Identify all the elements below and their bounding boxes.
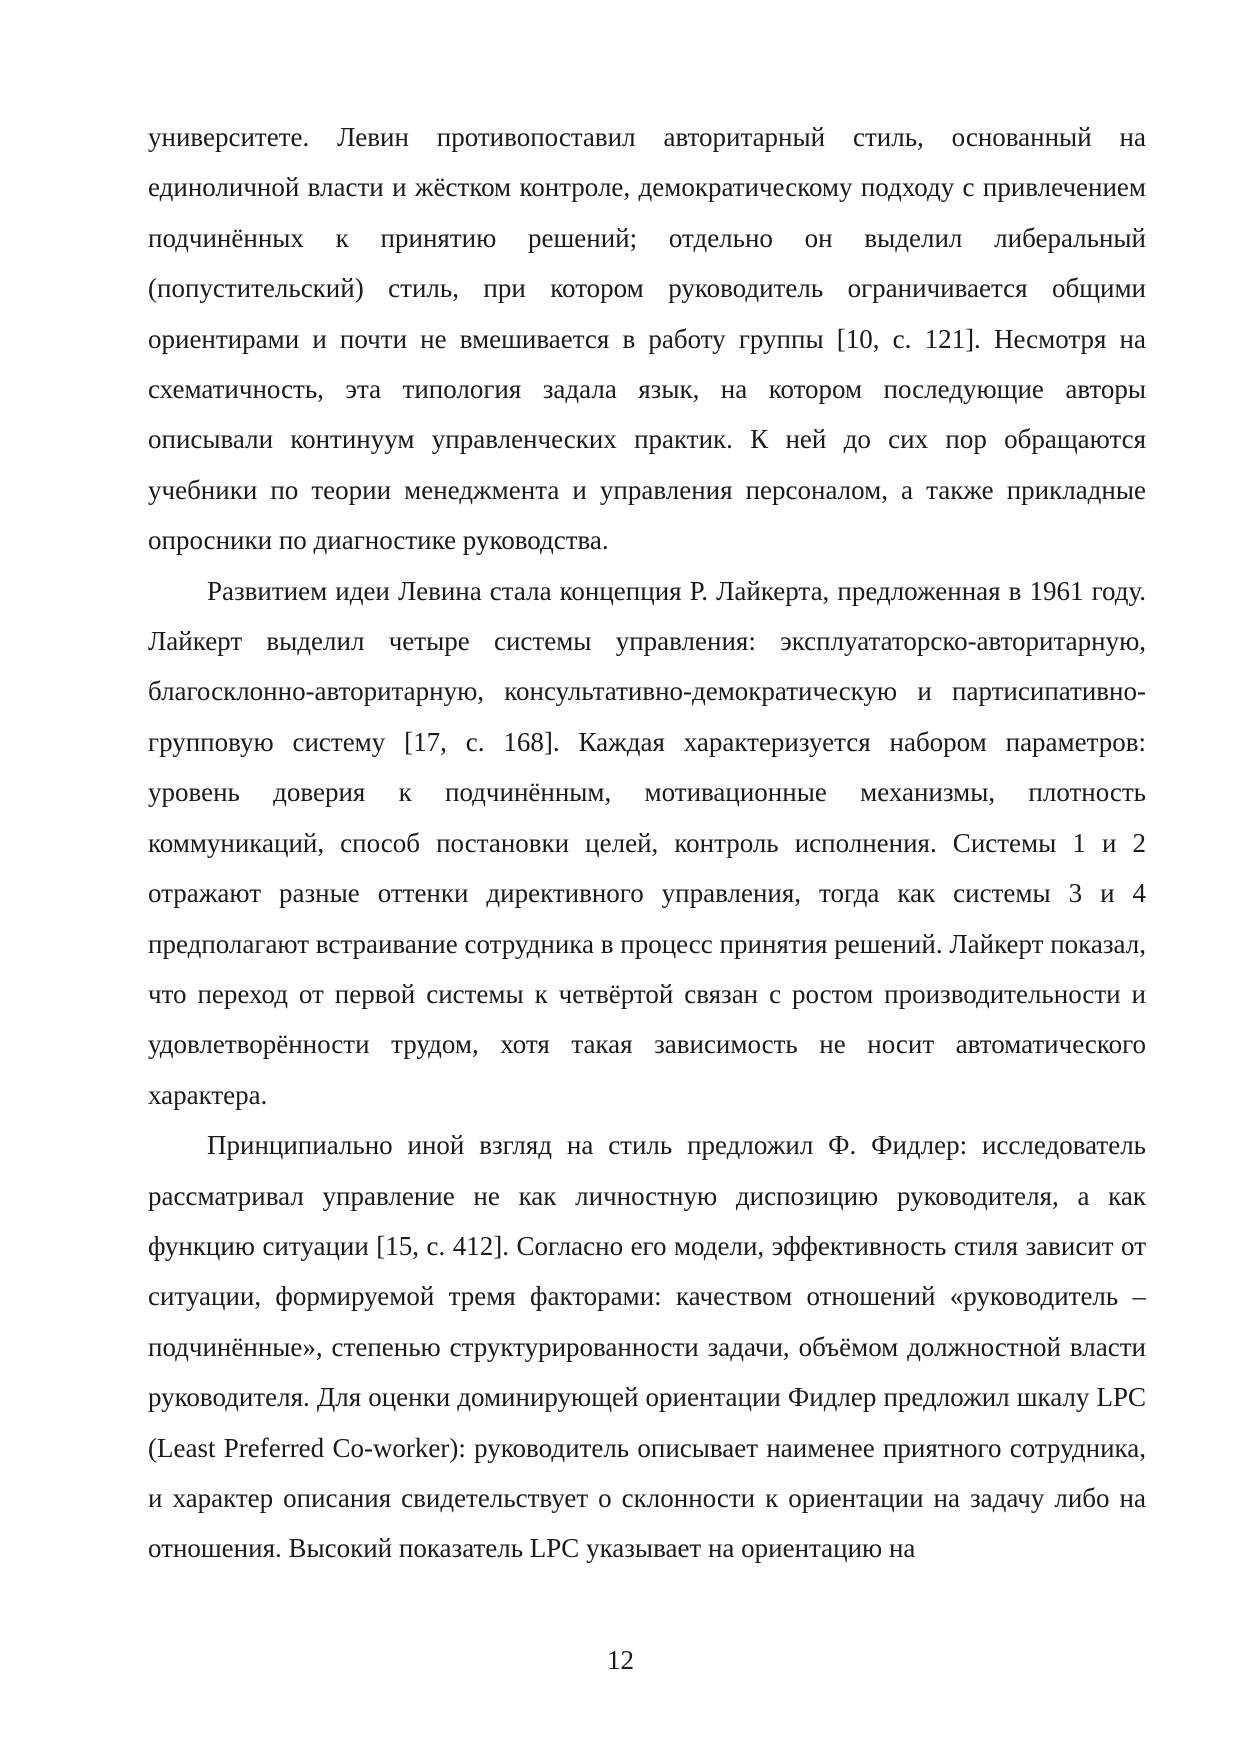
body-text — [148, 112, 1146, 1574]
page-number: 12 — [607, 1645, 634, 1675]
paragraph-2: Развитием идеи Левина стала концепция Р. Лайкерта, предложенная в 1961 году. Лайкерт выделил четыре системы управления: эксплуататорско-авторитарную, благосклонно-авторитарную, консультативно-демократическую и партисипативно-групповую систему [17, с. 168]. Каждая характеризуется набором параметров: уровень доверия к подчинённым, мотивационные механизмы, плотность коммуникаций, способ постановки целей, контроль исполнения. Системы 1 и 2 отражают разные оттенки директивного управления, тогда как системы 3 и 4 предполагают встраивание сотрудника в процесс принятия решений. Лайкерт показал, что переход от первой системы к четвёртой связан с ростом производительности и удовлетворённости трудом, хотя такая зависимость не носит автоматического характера. — [148, 575, 1146, 1110]
paragraph-3: Принципиально иной взгляд на стиль предложил Ф. Фидлер: исследователь рассматривал управление не как личностную диспозицию руководителя, а как функцию ситуации [15, с. 412]. Согласно его модели, эффективность стиля зависит от ситуации, формируемой тремя факторами: качеством отношений «руководитель – подчинённые», степенью структурированности задачи, объёмом должностной власти руководителя. Для оценки доминирующей ориентации Фидлер предложил шкалу LPC (Least Preferred Co-worker): руководитель описывает наименее приятного сотрудника, и характер описания свидетельствует о склонности к ориентации на задачу либо на отношения. Высокий показатель LPC указывает на ориентацию на — [148, 1130, 1146, 1564]
paragraph-1: университете. Левин противопоставил авторитарный стиль, основанный на единоличной власти и жёстком контроле, демократическому подходу с привлечением подчинённых к принятию решений; отдельно он выделил либеральный (попустительский) стиль, при котором руководитель ограничивается общими ориентирами и почти не вмешивается в работу группы [10, с. 121]. Несмотря на схематичность, эта типология задала язык, на котором последующие авторы описывали континуум управленческих практик. К ней до сих пор обращаются учебники по теории менеджмента и управления персоналом, а также прикладные опросники по диагностике руководства. — [148, 122, 1146, 556]
